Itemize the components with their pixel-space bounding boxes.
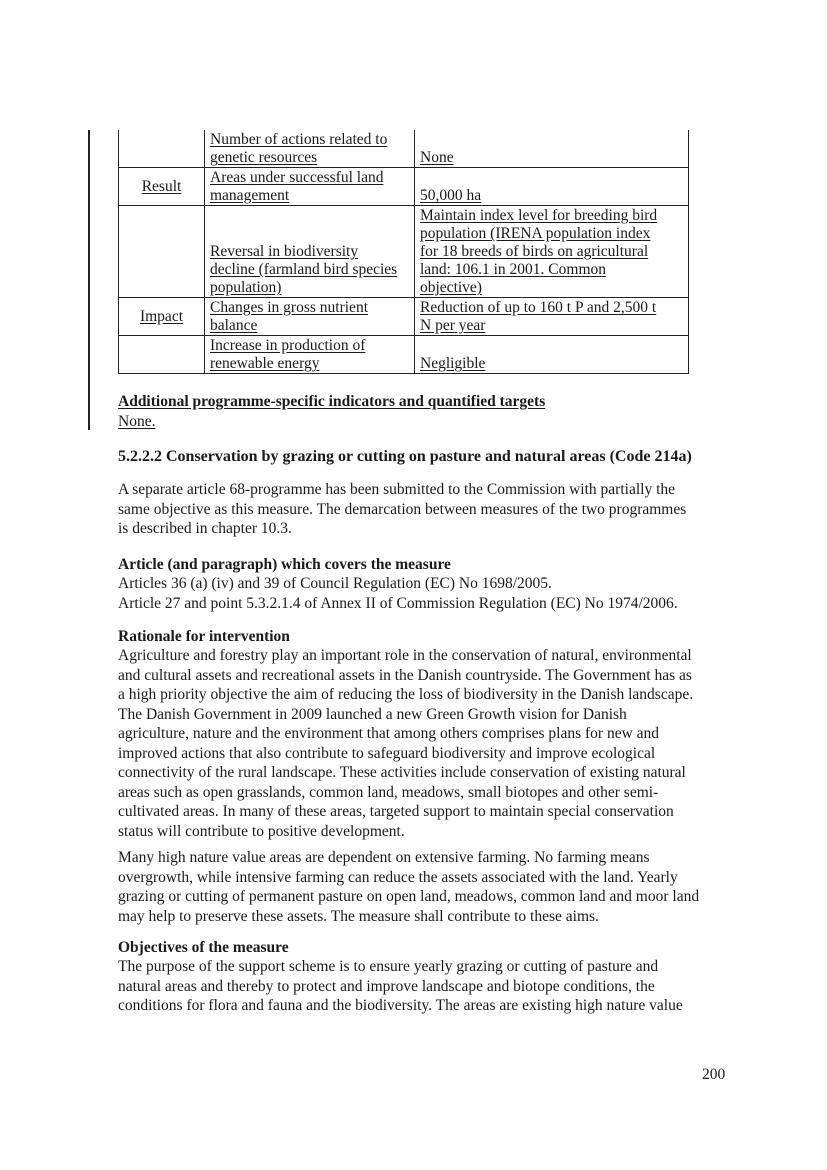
revision-change-bar bbox=[88, 130, 90, 430]
rationale-heading: Rationale for intervention bbox=[118, 628, 290, 645]
cell-line: Reduction of up to 160 t P and 2,500 t bbox=[420, 299, 657, 316]
cell-line: genetic resources bbox=[210, 149, 318, 166]
table-row bbox=[119, 206, 689, 298]
indicator-category-cell bbox=[119, 206, 205, 298]
cell-line: None bbox=[420, 149, 454, 166]
indicator-category-cell bbox=[119, 336, 205, 374]
cell-line: population) bbox=[210, 279, 282, 296]
page-number: 200 bbox=[702, 1066, 726, 1083]
cell-line: N per year bbox=[420, 317, 486, 334]
cell-line: balance bbox=[210, 317, 258, 334]
target-cell bbox=[415, 298, 689, 336]
text-line: The Danish Government in 2009 launched a new Green Growth vision for Danish bbox=[118, 705, 627, 723]
cell-line: 50,000 ha bbox=[420, 187, 482, 204]
text-line: overgrowth, while intensive farming can reduce the assets associated with the land. Yearly bbox=[118, 868, 678, 886]
target-cell bbox=[415, 130, 689, 168]
cell-line: objective) bbox=[420, 279, 482, 296]
text-line: a high priority objective the aim of reducing the loss of biodiversity in the Danish landscape. bbox=[118, 686, 694, 703]
indicator-category-cell: Impact bbox=[119, 298, 205, 336]
cell-line: Areas under successful land bbox=[210, 169, 384, 186]
intro-paragraph bbox=[118, 480, 730, 539]
indicator-cell bbox=[205, 336, 415, 374]
text-line: Many high nature value areas are dependent on extensive farming. No farming means bbox=[118, 849, 650, 866]
text-line: A separate article 68-programme has been submitted to the Commission with partially the bbox=[118, 481, 676, 498]
cell-line: management bbox=[210, 187, 290, 204]
text-line: status will contribute to positive development. bbox=[118, 822, 405, 840]
section-title: 5.2.2.2 Conservation by grazing or cutting on pasture and natural areas (Code 214a) bbox=[118, 448, 692, 465]
text-line: Article 27 and point 5.3.2.1.4 of Annex II of Commission Regulation (EC) No 1974/2006. bbox=[118, 594, 678, 612]
text-line: agriculture, nature and the environment that among others comprises plans for new and bbox=[118, 725, 660, 742]
indicator-cell bbox=[205, 130, 415, 168]
indicator-category-cell: Result bbox=[119, 168, 205, 206]
cell-line: Negligible bbox=[420, 355, 486, 372]
rationale-paragraph-2 bbox=[118, 848, 730, 926]
indicator-cell bbox=[205, 298, 415, 336]
cell-line: Maintain index level for breeding bird bbox=[420, 207, 658, 224]
indicator-cell bbox=[205, 206, 415, 298]
text-line: Articles 36 (a) (iv) and 39 of Council Regulation (EC) No 1698/2005. bbox=[118, 575, 552, 592]
text-line: areas such as open grasslands, common land, meadows, small biotopes and other semi- bbox=[118, 783, 659, 801]
table-row bbox=[119, 168, 689, 206]
objectives-paragraph bbox=[118, 957, 730, 1016]
article-heading: Article (and paragraph) which covers the measure bbox=[118, 556, 451, 573]
text-line: conditions for flora and fauna and the biodiversity. The areas are existing high nature value bbox=[118, 997, 683, 1014]
cell-line: land: 106.1 in 2001. Common bbox=[420, 261, 606, 278]
cell-line: decline (farmland bird species bbox=[210, 261, 398, 278]
text-line: grazing or cutting of permanent pasture on open land, meadows, common land and moor land bbox=[118, 888, 700, 905]
rationale-paragraph-1 bbox=[118, 646, 730, 841]
text-line: cultivated areas. In many of these areas, targeted support to maintain special conservation bbox=[118, 803, 674, 820]
target-cell bbox=[415, 336, 689, 374]
text-line: The purpose of the support scheme is to ensure yearly grazing or cutting of pasture and bbox=[118, 958, 659, 975]
text-line: is described in chapter 10.3. bbox=[118, 520, 292, 537]
cell-line: population (IRENA population index bbox=[420, 225, 651, 242]
table-row bbox=[119, 336, 689, 374]
cell-line: Reversal in biodiversity bbox=[210, 243, 359, 260]
cell-line: Changes in gross nutrient bbox=[210, 299, 368, 316]
additional-indicators-text: None. bbox=[118, 413, 156, 430]
cell-line: renewable energy bbox=[210, 355, 320, 372]
text-line: Agriculture and forestry play an important role in the conservation of natural, environmental bbox=[118, 647, 692, 664]
text-line: connectivity of the rural landscape. These activities include conservation of existing natural bbox=[118, 764, 686, 781]
text-line: may help to preserve these assets. The measure shall contribute to these aims. bbox=[118, 907, 599, 925]
indicator-category-cell bbox=[119, 130, 205, 168]
cell-line: for 18 breeds of birds on agricultural bbox=[420, 243, 649, 260]
text-line: natural areas and thereby to protect and improve landscape and biotope conditions, the bbox=[118, 977, 655, 995]
article-paragraph bbox=[118, 574, 730, 613]
objectives-heading: Objectives of the measure bbox=[118, 939, 289, 956]
cell-line: Number of actions related to bbox=[210, 131, 388, 148]
table-row bbox=[119, 298, 689, 336]
cell-line: Increase in production of bbox=[210, 337, 366, 354]
text-line: and cultural assets and recreational assets in the Danish countryside. The Government has as bbox=[118, 666, 692, 684]
target-cell bbox=[415, 206, 689, 298]
indicator-cell bbox=[205, 168, 415, 206]
table-row bbox=[119, 130, 689, 168]
indicator-table bbox=[118, 130, 689, 374]
text-line: same objective as this measure. The demarcation between measures of the two programmes bbox=[118, 500, 687, 518]
target-cell bbox=[415, 168, 689, 206]
text-line: improved actions that also contribute to safeguard biodiversity and improve ecological bbox=[118, 744, 656, 762]
additional-indicators-heading: Additional programme-specific indicators and quantified targets bbox=[118, 393, 546, 410]
